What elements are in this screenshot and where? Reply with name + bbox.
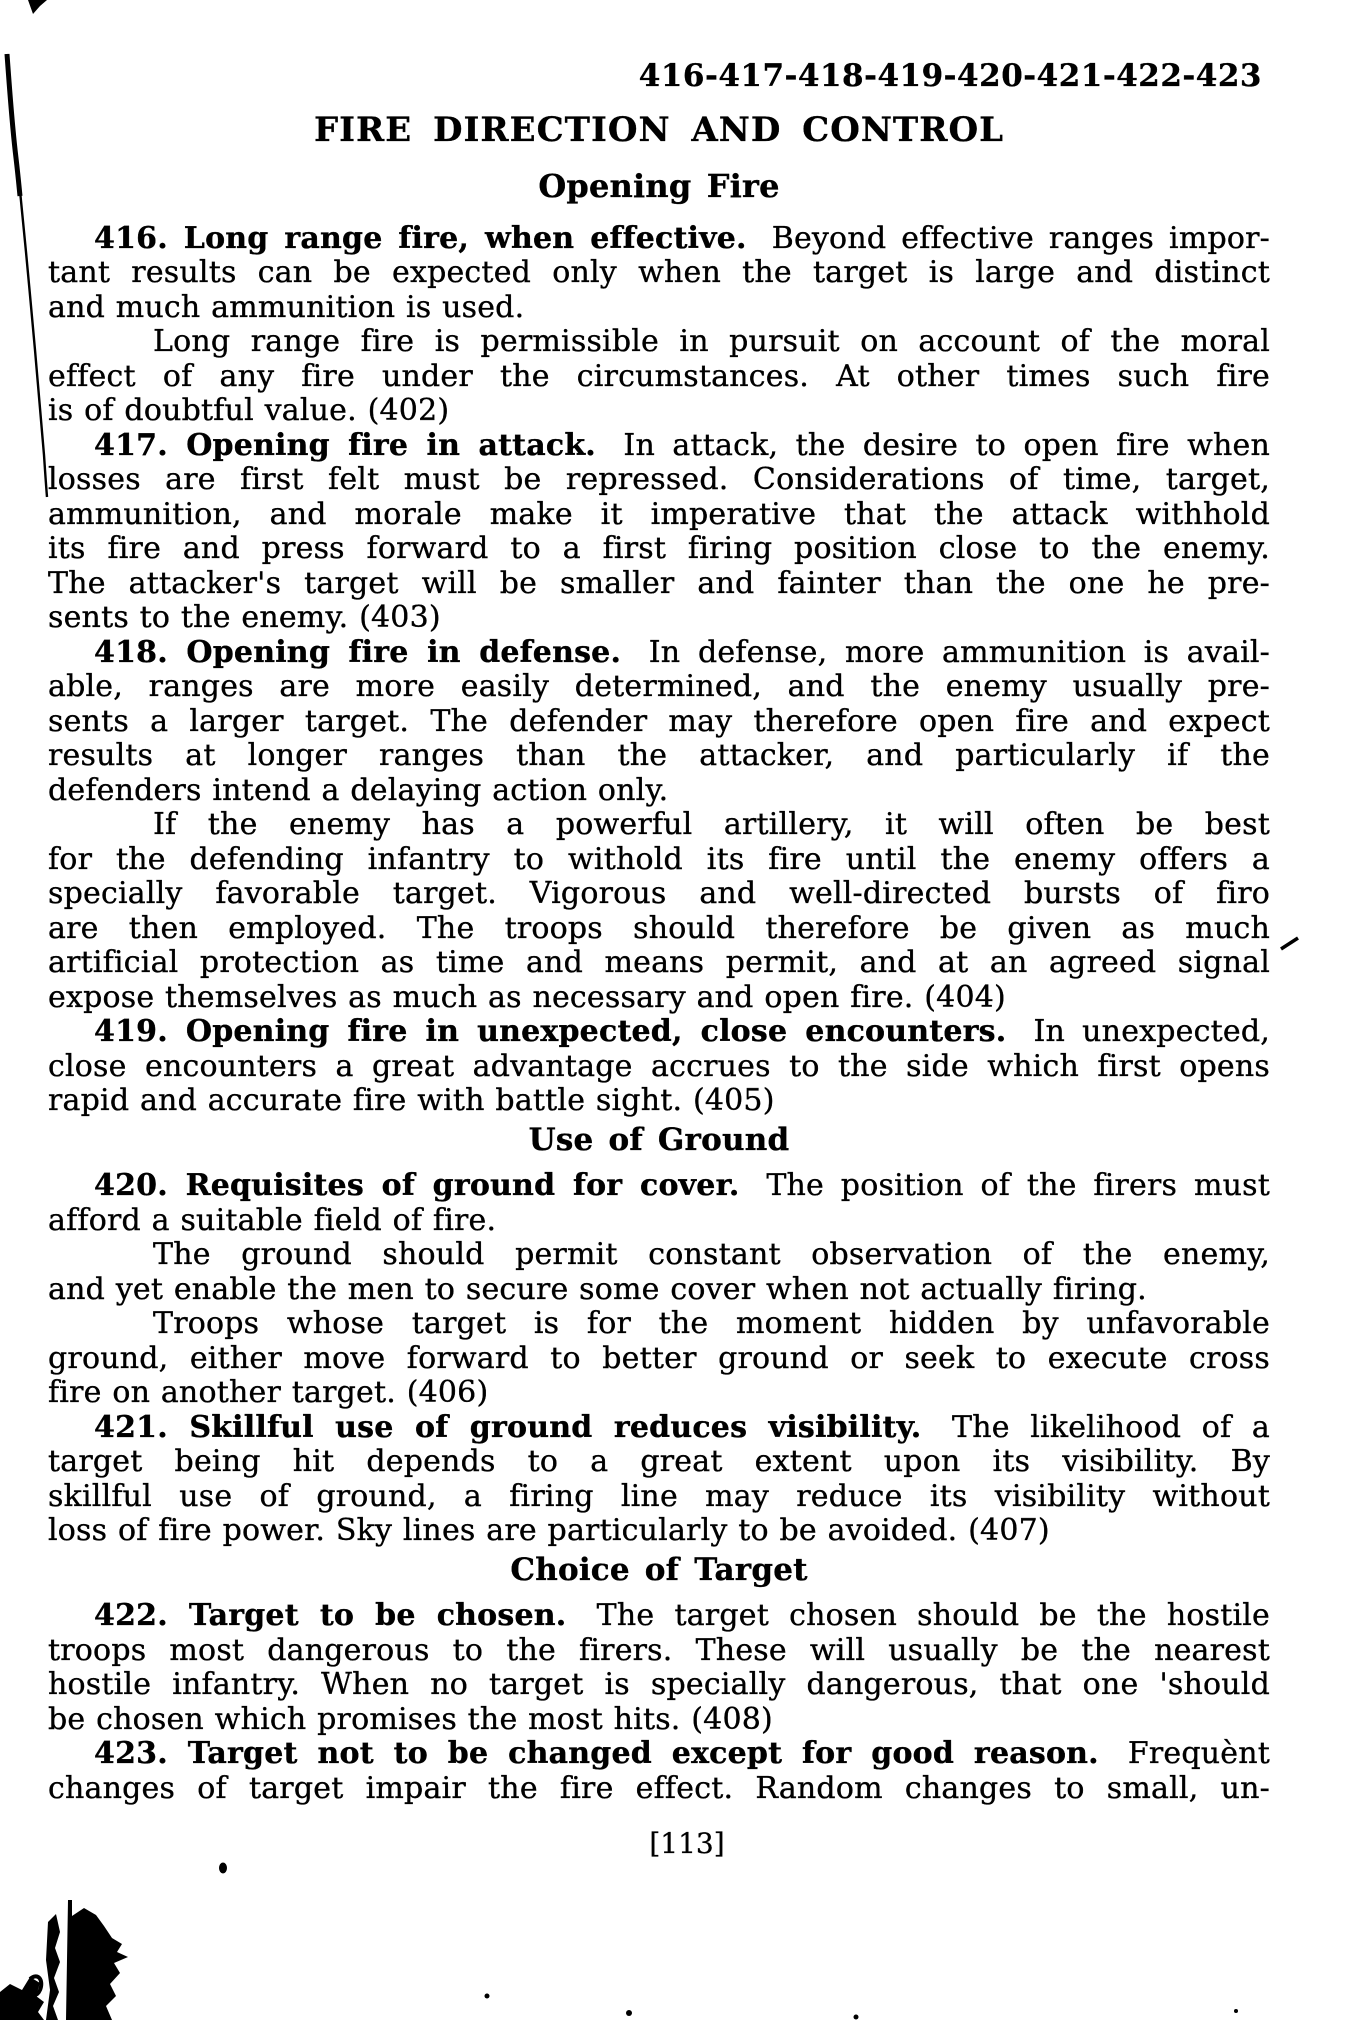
text-line: ground, either move forward to better ground or seek to execute cross [48,1340,1270,1376]
paragraph-text: The target chosen should be the hostile [596,1598,1270,1633]
section-heading: Opening Fire [538,167,780,205]
text-line: fire on another target. (406) [48,1375,489,1410]
text-line: tant results can be expected only when the target is large and distinct [48,255,1270,290]
text-line: The ground should permit constant observation of the enemy, [153,1237,1270,1272]
text-line: be chosen which promises the most hits. (408) [48,1701,773,1737]
speck-2 [626,2010,632,2016]
section-heading: Use of Ground [528,1121,790,1158]
paragraph-start-line [48,1411,1270,1446]
text-line: hostile infantry. When no target is specially dangerous, that one 'should [48,1667,1270,1702]
text-line: expose themselves as much as necessary and open fire. (404) [48,979,1006,1015]
speck-4 [1234,2009,1238,2013]
paragraph-text: In defense, more ammunition is avail- [648,634,1270,670]
paragraph-lead: 420. Requisites of ground for cover. [94,1168,740,1203]
paragraph-text: The likelihood of a [952,1409,1270,1445]
text-line: The attacker's target will be smaller and fainter than the one he pre- [48,565,1270,601]
text-line: Long range fire is permissible in pursuit on account of the moral [153,324,1270,359]
paragraph-text: The position of the firers must [766,1168,1270,1203]
speck-3 [854,2015,859,2020]
text-line: ammunition, and morale make it imperative that the attack withhold [48,496,1270,532]
text-line: for the defending infantry to withold its fire until the enemy offers a [48,841,1270,877]
page-title: FIRE DIRECTION AND CONTROL [313,110,1005,150]
ink-blob-lower-left [0,1977,44,2020]
paragraph-start-line [48,1737,1270,1772]
corner-ink-mark [28,0,47,14]
text-column [48,0,1270,1860]
text-line: If the enemy has a powerful artillery, it will often be best [153,807,1270,842]
text-line: rapid and accurate fire with battle sight. (405) [48,1083,775,1118]
text-line: sents to the enemy. (403) [48,600,441,635]
page-number: [113] [649,1827,725,1860]
ink-dot [219,1863,227,1874]
paragraph-lead: 416. Long range fire, when effective. [94,220,747,256]
page-header-paragraph-numbers: 416-417-418-419-420-421-422-423 [638,58,1262,94]
paragraph-start-line [48,1015,1270,1050]
paragraph-lead: 421. Skillful use of ground reduces visibility. [94,1409,922,1445]
paragraph-text: In unexpected, [1033,1014,1270,1049]
paper-crease-hairline [7,54,47,497]
ink-blob-main [66,1900,128,2020]
paragraph-lead: 417. Opening fire in attack. [94,427,596,463]
text-line: its fire and press forward to a first firing position close to the enemy. [48,531,1270,566]
text-line: target being hit depends to a great extent upon its visibility. By [48,1444,1270,1479]
text-line: sents a larger target. The defender may therefore open fire and expect [48,703,1270,739]
text-line: troops most dangerous to the firers. These will usually be the nearest [48,1632,1270,1668]
paragraph-start-line [48,429,1270,464]
text-line: results at longer ranges than the attacker, and particularly if the [48,738,1270,773]
text-line: changes of target impair the fire effect. Random changes to small, un- [48,1770,1270,1806]
paragraph-text: Beyond effective ranges impor- [771,220,1271,256]
text-line: Troops whose target is for the moment hidden by unfavorable [153,1306,1270,1341]
text-line: close encounters a great advantage accrues to the side which first opens [48,1048,1270,1084]
paragraph-lead: 419. Opening fire in unexpected, close encounters. [94,1014,1007,1049]
text-body [48,169,1270,1806]
ink-blob-left-strip [46,1914,60,2020]
text-line: loss of fire power. Sky lines are particularly to be avoided. (407) [48,1513,1050,1548]
section-heading: Choice of Target [510,1551,808,1588]
text-line: effect of any fire under the circumstances. At other times such fire [48,358,1270,394]
text-line: defenders intend a delaying action only. [48,772,669,808]
paragraph-text: In attack, the desire to open fire when [623,427,1270,463]
text-line: afford a suitable field of fire. [48,1202,497,1238]
text-line: able, ranges are more easily determined, and the enemy usually pre- [48,669,1270,704]
paragraph-text: Frequènt [1127,1736,1270,1771]
text-line: and much ammunition is used. [48,289,525,325]
text-line: specially favorable target. Vigorous and well-directed bursts of firo [48,876,1270,911]
text-line: and yet enable the men to secure some cover when not actually firing. [48,1271,1147,1307]
paragraph-lead: 418. Opening fire in defense. [94,634,622,670]
text-line: is of doubtful value. (402) [48,393,450,428]
text-line: skillful use of ground, a firing line may reduce its visibility without [48,1478,1270,1514]
ink-blob-curl [28,1976,41,1995]
text-line: losses are first felt must be repressed. Considerations of time, target, [48,462,1270,497]
paragraph-lead: 422. Target to be chosen. [94,1598,567,1633]
paper-crease-hairline-thick [7,54,20,196]
paragraph-start-line [48,222,1270,257]
paragraph-start-line [48,1169,1270,1204]
paragraph-lead: 423. Target not to be changed except for good reason. [94,1736,1099,1771]
text-line: artificial protection as time and means permit, and at an agreed signal [48,945,1270,980]
speck-1 [485,1994,490,1999]
paragraph-start-line [48,636,1270,671]
stray-dash-right-margin [1281,938,1298,949]
text-line: are then employed. The troops should therefore be given as much [48,910,1270,946]
paragraph-start-line [48,1599,1270,1634]
